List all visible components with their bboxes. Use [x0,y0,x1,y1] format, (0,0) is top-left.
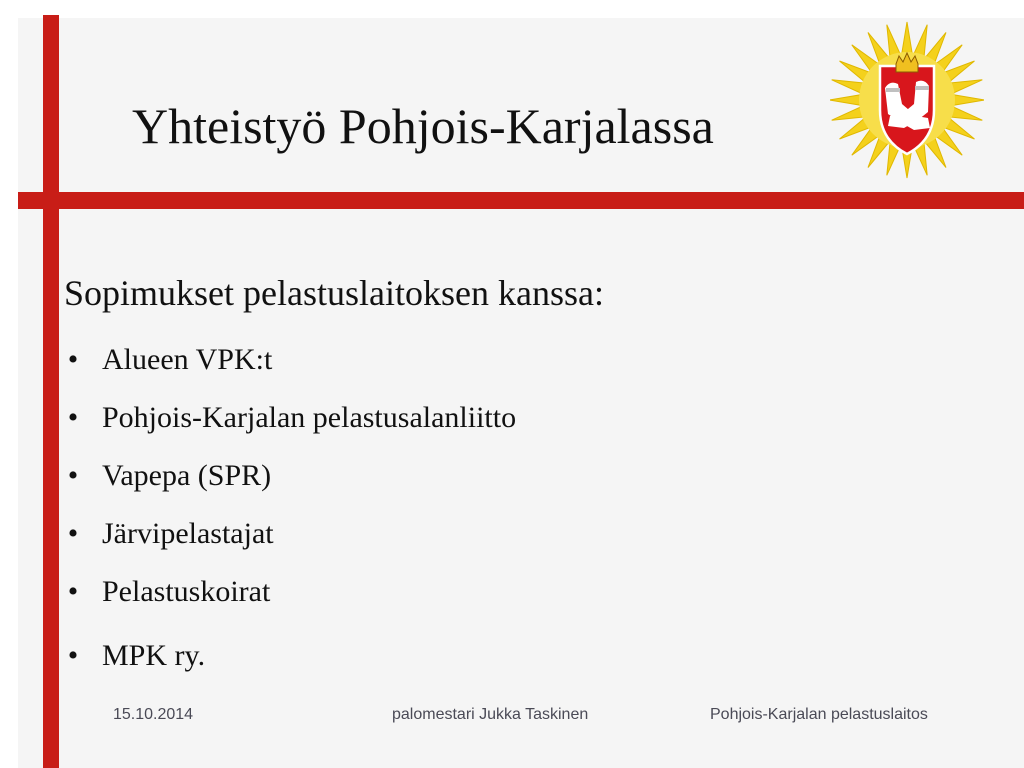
agreements-heading: Sopimukset pelastuslaitoksen kanssa: [64,273,604,313]
slide-title: Yhteistyö Pohjois-Karjalassa [132,98,714,154]
list-item [58,635,516,693]
list-item [58,455,516,513]
rescue-department-emblem-icon [830,18,984,182]
list-item-text: Vapepa (SPR) [102,459,272,492]
bullet-icon: • [67,575,79,608]
bullet-icon: • [67,517,79,550]
footer-presenter: palomestari Jukka Taskinen [392,706,589,723]
list-item-text: Järvipelastajat [102,517,274,550]
footer-organization: Pohjois-Karjalan pelastuslaitos [710,706,928,723]
accent-bar-vertical [43,15,59,768]
bullet-icon: • [67,343,79,376]
agreements-list [58,339,516,693]
list-item [58,339,516,397]
list-item-text: Pohjois-Karjalan pelastusalanliitto [102,401,517,434]
bullet-icon: • [67,401,79,434]
list-item-text: Alueen VPK:t [102,343,273,376]
accent-bar-horizontal [18,192,1024,209]
list-item [58,397,516,455]
list-item-text: MPK ry. [102,639,206,672]
bullet-icon: • [67,459,79,492]
list-item-text: Pelastuskoirat [102,575,271,608]
list-item [58,571,516,629]
list-item [58,513,516,571]
bullet-icon: • [67,639,79,672]
footer-date: 15.10.2014 [113,706,194,723]
